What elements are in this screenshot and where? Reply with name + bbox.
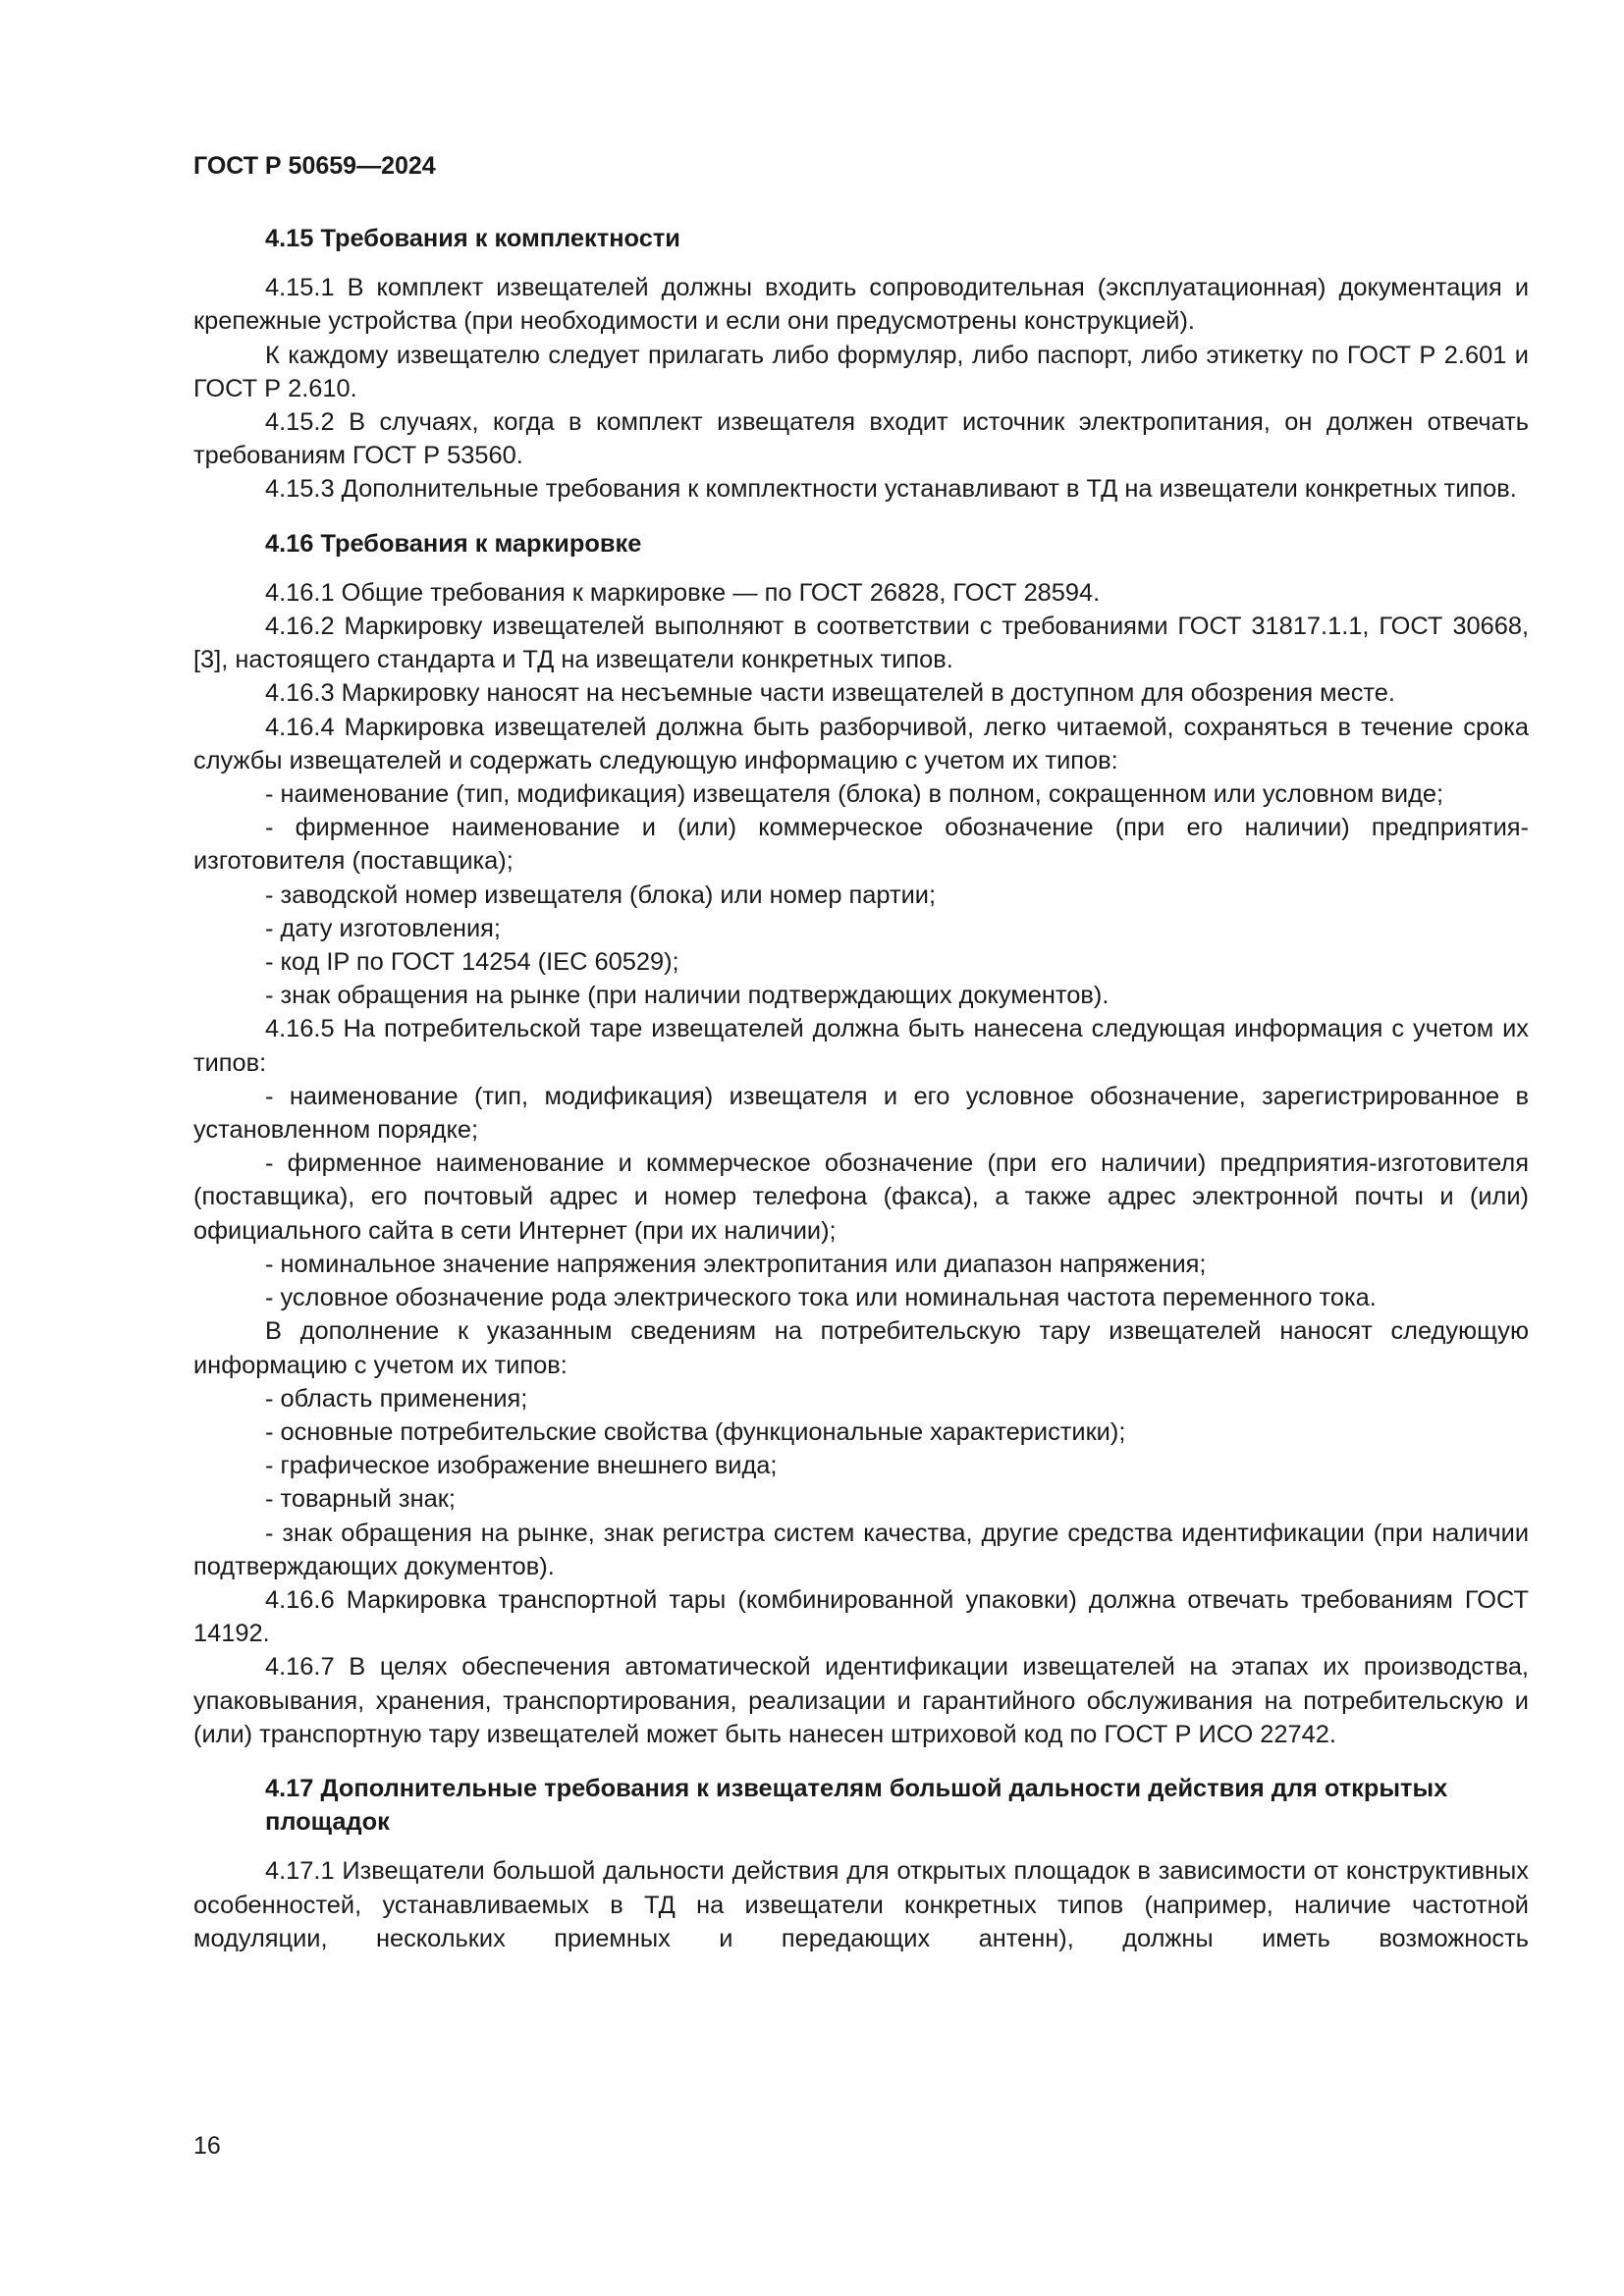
paragraph-4-16-4: 4.16.4 Маркировка извещателей должна быть разборчивой, легко читаемой, сохраняться в течение срока службы извещателей и содержать следующую информацию с учетом их типов: [193,713,1529,774]
list-item: - заводской номер извещателя (блока) или номер партии; [265,881,937,909]
list-item: - графическое изображение внешнего вида; [265,1452,778,1480]
list-item: - фирменное наименование и (или) коммерческое обозначение (при его наличии) предприятия-изготовителя (поставщика); [193,814,1529,876]
paragraph-4-16-5-cont: В дополнение к указанным сведениям на потребительскую тару извещателей наносят следующую информацию с учетом их типов: [193,1317,1529,1379]
paragraph-4-15-3: 4.15.3 Дополнительные требования к комплектности устанавливают в ТД на извещатели конкретных типов. [265,475,1517,504]
paragraph-4-16-5: 4.16.5 На потребительской таре извещателей должна быть нанесена следующая информация с учетом их типов: [193,1015,1529,1077]
paragraph-4-17-1: 4.17.1 Извещатели большой дальности действия для открытых площадок в зависимости от конструктивных особенностей, устанавливаемых в ТД на извещатели конкретных типов (например, наличие частотной модуляции, нескольких приемных и передающих антенн), должны иметь возможность [193,1857,1529,1952]
list-item: - дату изготовления; [265,914,501,942]
list-item: - код IP по ГОСТ 14254 (IEC 60529); [265,948,679,977]
paragraph-4-16-1: 4.16.1 Общие требования к маркировке — по ГОСТ 26828, ГОСТ 28594. [265,578,1101,607]
paragraph-4-15-1-cont: К каждому извещателю следует прилагать либо формуляр, либо паспорт, либо этикетку по ГОСТ Р 2.601 и ГОСТ Р 2.610. [193,341,1529,402]
list-item: - фирменное наименование и коммерческое обозначение (при его наличии) предприятия-изготовителя (поставщика), его почтовый адрес и номер телефона (факса), а также адрес электронной почты и (или) официального сайта в сети Интернет (при их наличии); [193,1149,1529,1245]
page-number: 16 [193,2132,221,2160]
list-item: - номинальное значение напряжения электропитания или диапазон напряжения; [265,1250,1207,1278]
paragraph-4-16-2: 4.16.2 Маркировку извещателей выполняют в соответствии с требованиями ГОСТ 31817.1.1, ГОСТ 30668, [3], настоящего стандарта и ТД на извещатели конкретных типов. [193,613,1529,674]
paragraph-4-16-6: 4.16.6 Маркировка транспортной тары (комбинированной упаковки) должна отвечать требованиям ГОСТ 14192. [193,1585,1529,1648]
document-code: ГОСТ Р 50659—2024 [193,152,436,180]
list-item: - наименование (тип, модификация) извещателя и его условное обозначение, зарегистрированное в установленном порядке; [193,1082,1529,1145]
list-item: - знак обращения на рынке, знак регистра систем качества, другие средства идентификации (при наличии подтверждающих документов). [193,1519,1529,1580]
section-heading-4-17: 4.17 Дополнительные требования к извещателям большой дальности действия для открытых площадок [265,1774,1448,1837]
list-item: - условное обозначение рода электрического тока или номинальная частота переменного тока. [265,1284,1377,1312]
list-item: - наименование (тип, модификация) извещателя (блока) в полном, сокращенном или условном виде; [265,780,1444,809]
paragraph-4-15-2: 4.15.2 В случаях, когда в комплект извещателя входит источник электропитания, он должен отвечать требованиям ГОСТ Р 53560. [193,408,1529,470]
list-item: - область применения; [265,1384,528,1413]
list-item: - товарный знак; [265,1485,456,1514]
section-heading-4-15: 4.15 Требования к комплектности [265,225,680,252]
paragraph-4-16-3: 4.16.3 Маркировку наносят на несъемные части извещателей в доступном для обозрения месте. [265,679,1395,708]
section-heading-4-16: 4.16 Требования к маркировке [265,529,642,558]
list-item: - знак обращения на рынке (при наличии подтверждающих документов). [265,982,1110,1010]
list-item: - основные потребительские свойства (функциональные характеристики); [265,1417,1126,1446]
document-body [193,222,1529,1955]
paragraph-4-15-1: 4.15.1 В комплект извещателей должны входить сопроводительная (эксплуатационная) документация и крепежные устройства (при необходимости и если они предусмотрены конструкцией). [193,274,1529,336]
paragraph-4-16-7: 4.16.7 В целях обеспечения автоматической идентификации извещателей на этапах их производства, упаковывания, хранения, транспортирования, реализации и гарантийного обслуживания на потребительскую и (или) транспортную тару извещателей может быть нанесен штриховой код по ГОСТ Р ИСО 22742. [193,1653,1529,1748]
